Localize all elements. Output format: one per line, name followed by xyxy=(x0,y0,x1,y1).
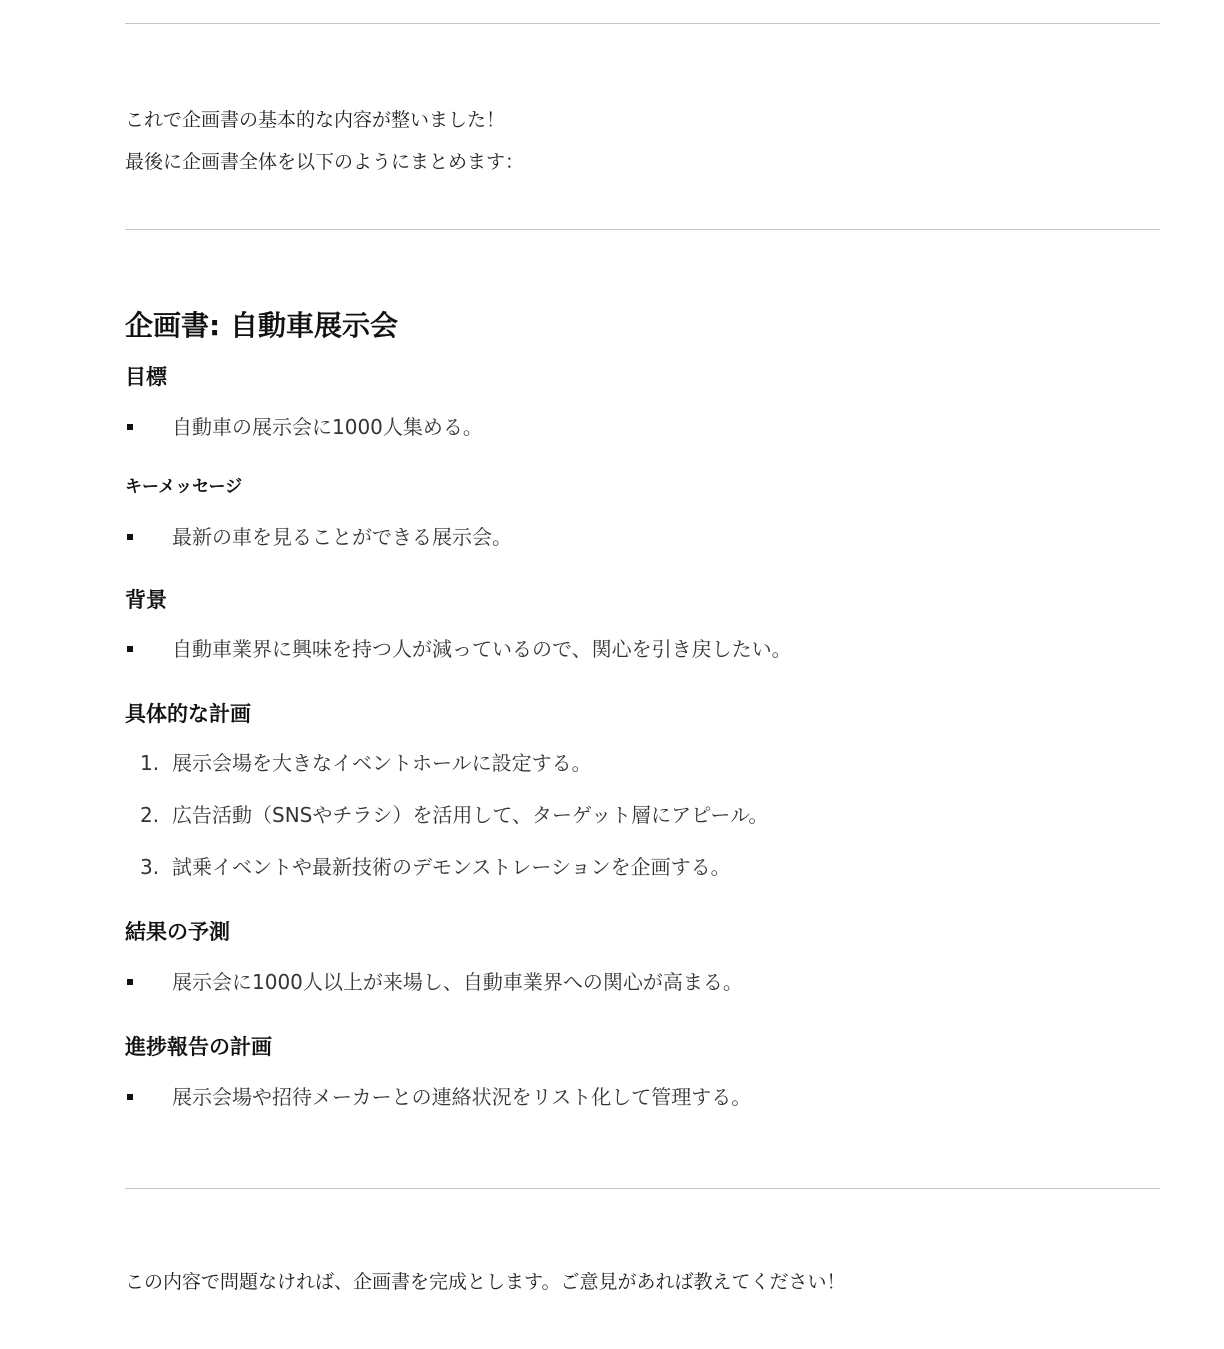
intro-line-2: 最後に企画書全体を以下のようにまとめます： xyxy=(125,151,525,173)
progress-list xyxy=(125,1081,1160,1113)
section-heading-background: 背景 xyxy=(125,588,167,612)
goal-list xyxy=(125,411,1160,443)
list-item: 自動車の展示会に1000人集める。 xyxy=(125,411,1160,443)
list-number: 2. xyxy=(140,803,160,827)
forecast-list xyxy=(125,966,1160,998)
divider-middle xyxy=(125,229,1160,230)
section-heading-key-message: キーメッセージ xyxy=(125,477,243,497)
chat-message-content xyxy=(125,0,1160,1302)
list-item: 展示会場や招待メーカーとの連絡状況をリスト化して管理する。 xyxy=(125,1081,1160,1113)
closing-line: この内容で問題なければ、企画書を完成とします。ご意見があれば教えてください！ xyxy=(125,1271,846,1293)
list-item: 自動車業界に興味を持つ人が減っているので、関心を引き戻したい。 xyxy=(125,633,1160,665)
list-item: 展示会に1000人以上が来場し、自動車業界への関心が高まる。 xyxy=(125,966,1160,998)
list-item-text: 広告活動（SNSやチラシ）を活用して、ターゲット層にアピール。 xyxy=(172,803,769,827)
section-heading-forecast: 結果の予測 xyxy=(125,920,230,944)
closing-text xyxy=(125,1262,1160,1302)
list-item-text: 展示会場を大きなイベントホールに設定する。 xyxy=(172,751,592,775)
background-list xyxy=(125,633,1160,665)
list-item-text: 試乗イベントや最新技術のデモンストレーションを企画する。 xyxy=(172,855,731,879)
list-number: 3. xyxy=(140,855,160,879)
intro-line-1: これで企画書の基本的な内容が整いました！ xyxy=(125,109,506,131)
section-heading-progress: 進捗報告の計画 xyxy=(125,1035,272,1059)
document-title: 企画書: 自動車展示会 xyxy=(125,309,398,342)
divider-bottom xyxy=(125,1188,1160,1189)
list-item xyxy=(125,851,1160,883)
divider-top xyxy=(125,23,1160,24)
key-message-list xyxy=(125,521,1160,553)
list-item xyxy=(125,747,1160,779)
plan-list xyxy=(125,747,1160,883)
section-heading-goal: 目標 xyxy=(125,365,167,389)
section-heading-plan: 具体的な計画 xyxy=(125,702,251,726)
list-item: 最新の車を見ることができる展示会。 xyxy=(125,521,1160,553)
list-number: 1. xyxy=(140,751,160,775)
intro-text xyxy=(125,100,1160,182)
list-item xyxy=(125,799,1160,831)
